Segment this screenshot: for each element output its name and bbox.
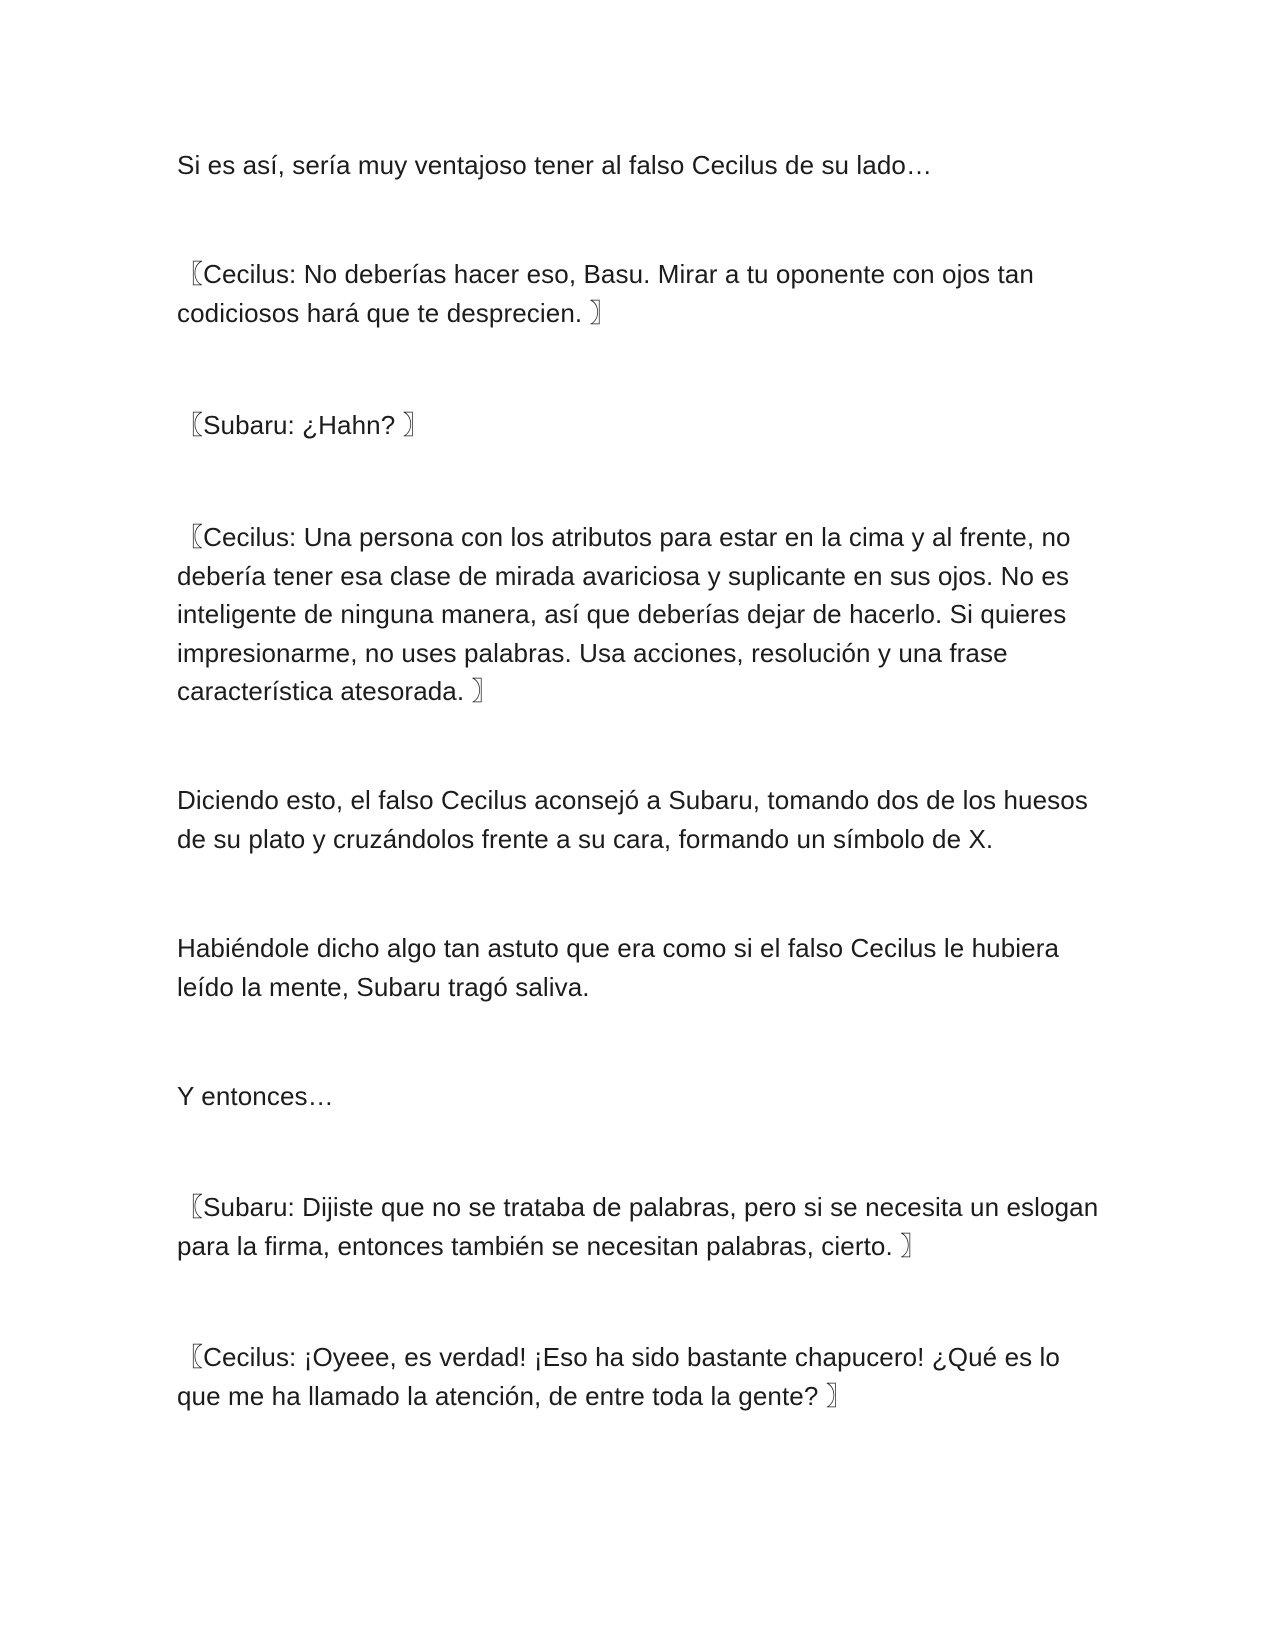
paragraph-narration-4: Y entonces…	[177, 1081, 334, 1111]
paragraph-narration-3: Habiéndole dicho algo tan astuto que era como si el falso Cecilus le hubiera leído la mente, Subaru tragó saliva.	[177, 933, 1067, 1002]
paragraph-dialogue-cecilus-2: 〖Cecilus: Una persona con los atributos para estar en la cima y al frente, no debería tener esa clase de mirada avariciosa y suplicante en sus ojos. No es inteligente de ninguna manera, así que deberías dejar de hacerlo. Si quieres impresionarme, no uses palabras. Usa acciones, resolución y una frase característica atesorada. 〗	[177, 522, 1078, 706]
paragraph-dialogue-cecilus-3: 〖Cecilus: ¡Oyeee, es verdad! ¡Eso ha sido bastante chapucero! ¿Qué es lo que me ha llamado la atención, de entre toda la gente? 〗	[177, 1342, 1068, 1411]
paragraph-narration-1: Si es así, sería muy ventajoso tener al falso Cecilus de su lado…	[177, 150, 933, 180]
paragraph-dialogue-subaru-1: 〖Subaru: ¿Hahn? 〗	[177, 410, 429, 440]
paragraph-dialogue-subaru-2: 〖Subaru: Dijiste que no se trataba de palabras, pero si se necesita un eslogan para la firma, entonces también se necesitan palabras, cierto. 〗	[177, 1192, 1106, 1261]
paragraph-narration-2: Diciendo esto, el falso Cecilus aconsejó a Subaru, tomando dos de los huesos de su plato y cruzándolos frente a su cara, formando un símbolo de X.	[177, 785, 1096, 854]
paragraph-dialogue-cecilus-1: 〖Cecilus: No deberías hacer eso, Basu. Mirar a tu oponente con ojos tan codiciosos hará que te desprecien. 〗	[177, 259, 1042, 328]
